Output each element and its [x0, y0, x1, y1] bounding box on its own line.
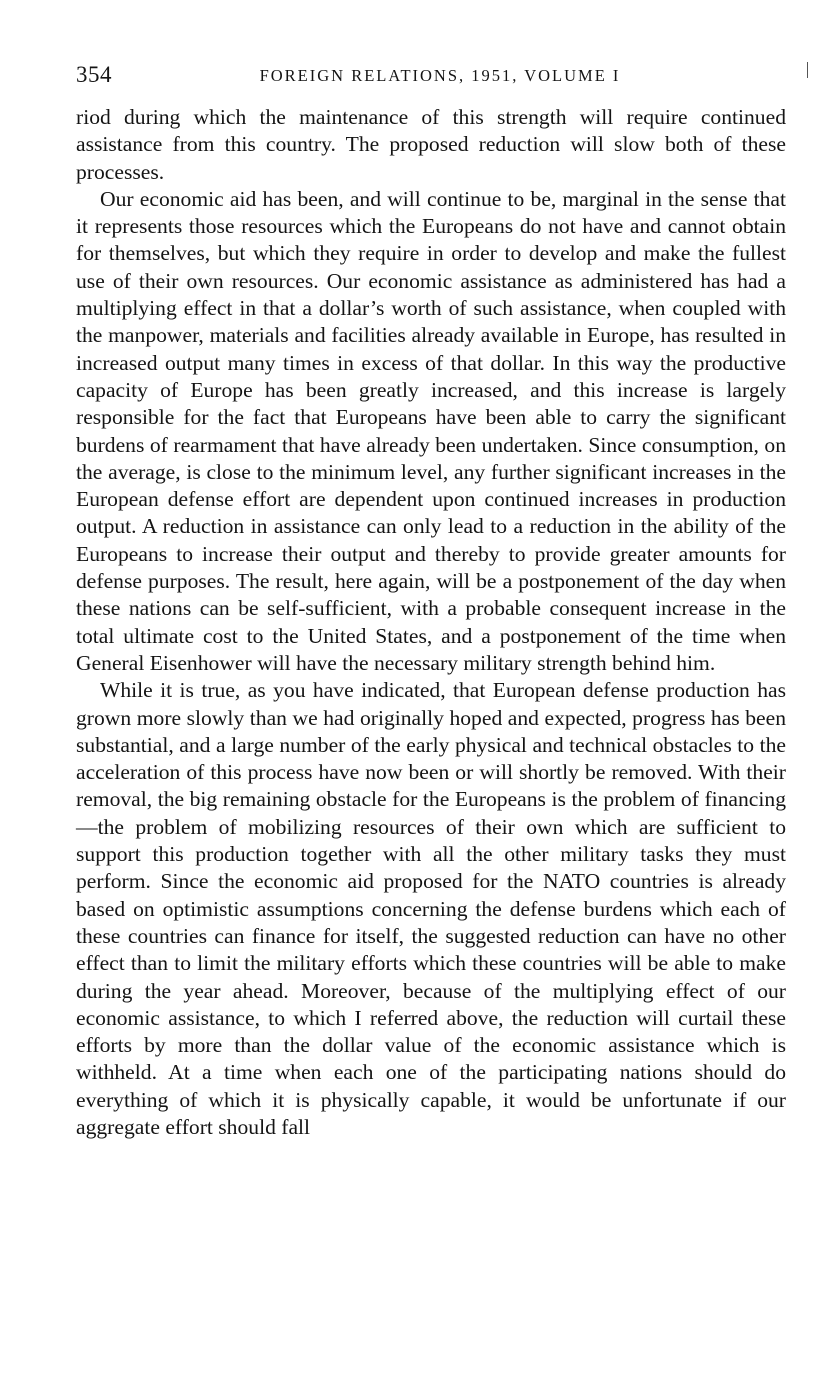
body-text: [76, 104, 786, 1141]
paragraph-economic-aid: Our economic aid has been, and will continue to be, marginal in the sense that it represents those resources which the Europeans do not have and cannot obtain for themselves, but which they require in order to develop and make the fullest use of their own resources. Our economic assistance as administered has had a multiplying effect in that a dollar’s worth of such assistance, when coupled with the manpower, materials and facilities already available in Europe, has resulted in increased output many times in excess of that dollar. In this way the productive capacity of Europe has been greatly increased, and this increase is largely responsible for the fact that Europeans have been able to carry the significant burdens of rearmament that have already been undertaken. Since consumption, on the average, is close to the minimum level, any further significant increases in the European defense effort are dependent upon continued increases in production output. A reduction in assistance can only lead to a reduction in the ability of the Europeans to increase their output and thereby to provide greater amounts for defense purposes. The result, here again, will be a postponement of the day when these nations can be self-sufficient, with a probable consequent increase in the total ultimate cost to the United States, and a postponement of the time when General Eisenhower will have the necessary military strength behind him.: [76, 186, 786, 675]
paragraph-continuation: riod during which the maintenance of this strength will require continued assistance from this country. The proposed reduction will slow both of these processes.: [76, 105, 786, 184]
running-head-title: FOREIGN RELATIONS, 1951, VOLUME I: [259, 66, 621, 85]
paragraph-defense-production: While it is true, as you have indicated, that European defense production has grown more slowly than we had originally hoped and expected, progress has been substantial, and a large number of the early physical and technical obstacles to the acceleration of this process have now been or will shortly be removed. With their removal, the big remaining obstacle for the Europeans is the problem of financing—the problem of mobilizing resources of their own which are sufficient to support this production together with all the other military tasks they must perform. Since the economic aid proposed for the NATO countries is already based on optimistic assumptions concerning the defense burdens which each of these countries can finance for itself, the suggested reduction can have no other effect than to limit the military efforts which these countries will be able to make during the year ahead. Moreover, because of the multiplying effect of our economic assistance, to which I referred above, the reduction will curtail these efforts by more than the dollar value of the economic assistance which is withheld. At a time when each one of the participating nations should do everything of which it is physically capable, it would be unfortunate if our aggregate effort should fall: [76, 678, 786, 1139]
margin-mark: [807, 62, 808, 78]
page-number: 354: [76, 62, 112, 87]
page-header: [76, 60, 786, 90]
